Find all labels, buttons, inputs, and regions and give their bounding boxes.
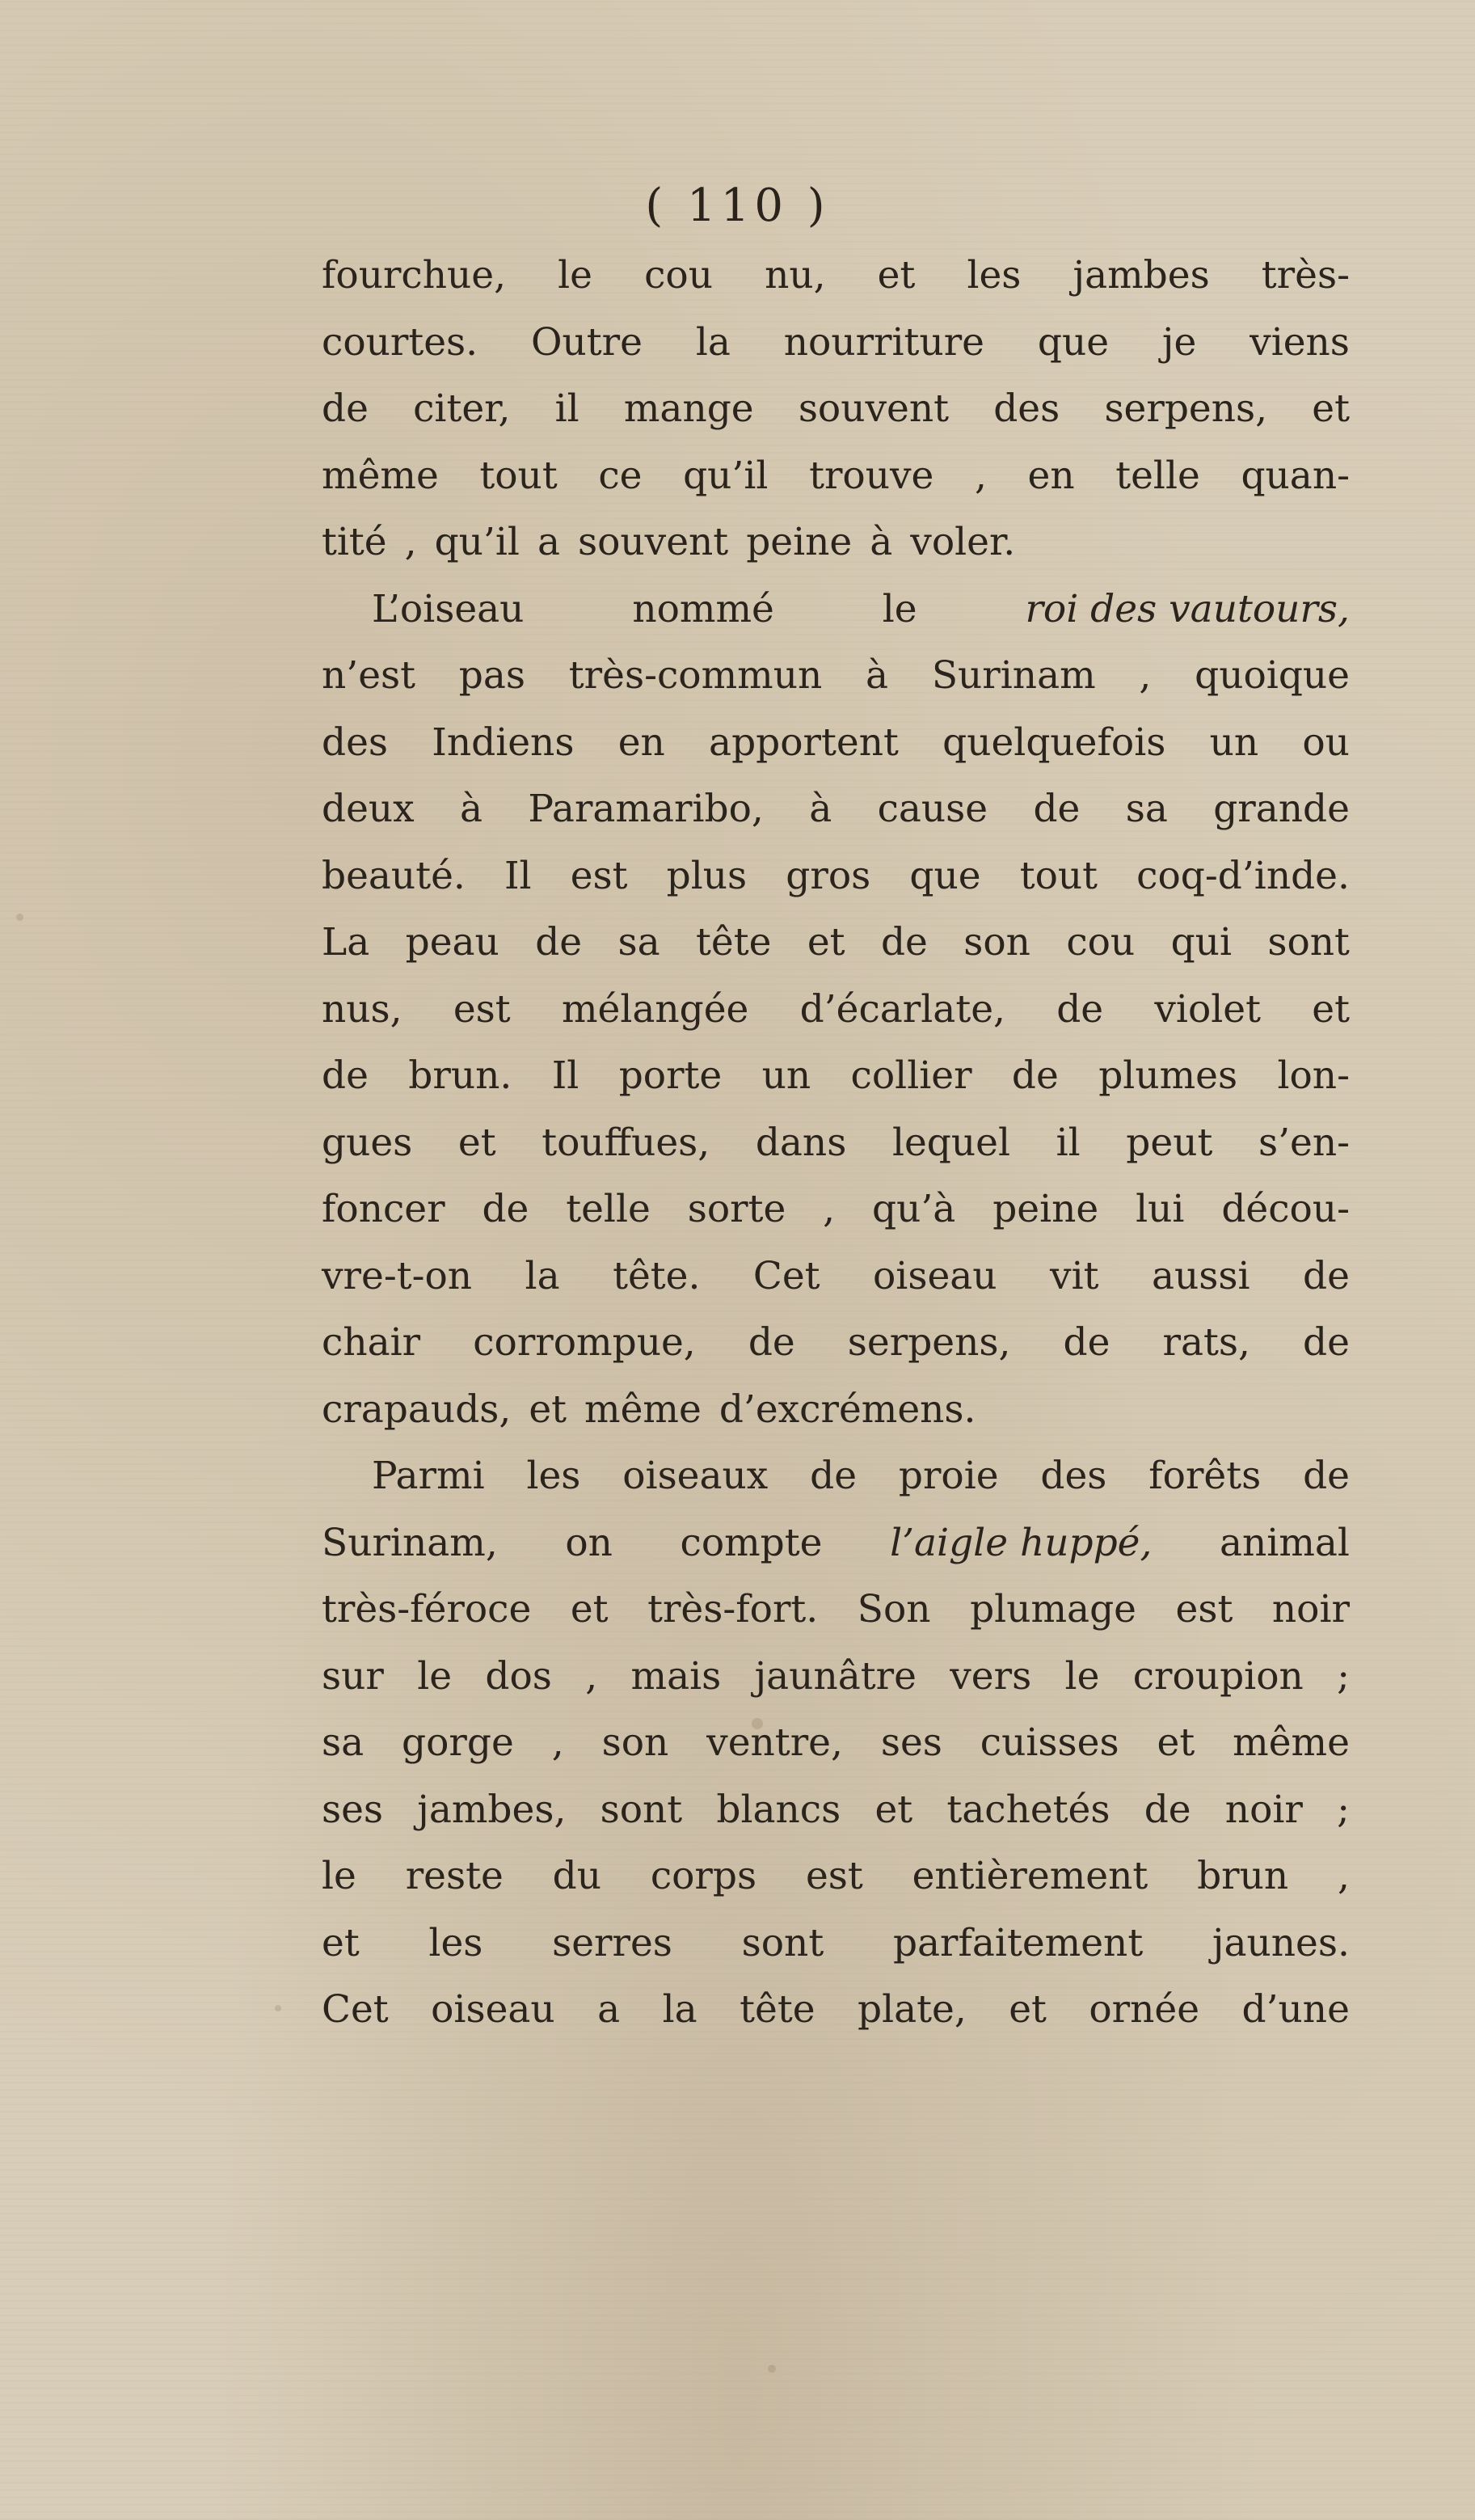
text-line [322, 1577, 1350, 1644]
word: serpens, [847, 1320, 1011, 1365]
word: le [882, 586, 917, 631]
word: à [809, 787, 832, 831]
word: oiseaux [622, 1454, 769, 1498]
word: de [1056, 986, 1104, 1032]
text-line [322, 643, 1350, 710]
word: très- [1261, 253, 1350, 298]
word: et [457, 1120, 496, 1165]
word: très-fort. [647, 1587, 819, 1631]
word: Surinam, [322, 1520, 498, 1565]
word: Cet [752, 1253, 820, 1298]
word: et [570, 1587, 609, 1631]
word: de [1011, 1053, 1059, 1098]
word: de [880, 920, 928, 965]
word: même [322, 453, 439, 498]
word: est [453, 986, 511, 1032]
word: cou [644, 253, 713, 298]
text-line [322, 1710, 1350, 1777]
text-line [322, 1377, 1350, 1444]
word: s’en- [1258, 1120, 1350, 1165]
word: de [1063, 1320, 1110, 1365]
word: fourchue, [322, 253, 507, 298]
word: oiseau [431, 1987, 555, 2032]
word: entièrement [912, 1854, 1148, 1898]
text-line [322, 1644, 1350, 1711]
word: cause [877, 787, 988, 831]
ink-spot [275, 2005, 281, 2011]
text-line [322, 1043, 1350, 1110]
word: son [601, 1720, 669, 1765]
word: de [810, 1454, 858, 1498]
word: mange [623, 386, 754, 431]
word: , [1337, 1854, 1350, 1898]
word: sont [600, 1787, 683, 1832]
text-line [322, 1843, 1350, 1910]
word: jaunes. [1212, 1920, 1350, 1965]
word: il [554, 386, 579, 431]
word: tête. [613, 1253, 701, 1298]
word: cuisses [980, 1720, 1119, 1765]
text-line [322, 1777, 1350, 1844]
word: grande [1213, 787, 1350, 831]
word: foncer [322, 1187, 445, 1231]
word: qu’il [683, 453, 769, 498]
page-number: ( 110 ) [645, 179, 830, 232]
word: et [1157, 1720, 1195, 1765]
word: Surinam [931, 653, 1096, 698]
word: ; [1337, 1787, 1350, 1832]
word: quan- [1241, 453, 1350, 498]
word: on [565, 1520, 613, 1565]
word: de [1303, 1454, 1350, 1498]
word: ventre, [706, 1720, 843, 1765]
word: sorte [687, 1187, 786, 1231]
text-line [322, 1243, 1350, 1311]
text-line [322, 243, 1350, 310]
word: reste [405, 1854, 504, 1898]
word: des [322, 720, 389, 765]
word: d’une [1241, 1987, 1350, 2032]
word: ou [1302, 720, 1350, 765]
body-text [322, 243, 1350, 2044]
word: tout [1019, 853, 1098, 898]
word: de [1144, 1787, 1191, 1832]
text-line [322, 910, 1350, 977]
word: nus, [322, 986, 402, 1032]
word: gros [786, 853, 871, 898]
word: trouve [809, 453, 934, 498]
word: ses [322, 1787, 384, 1832]
word: chair [322, 1320, 421, 1365]
word: dans [755, 1120, 847, 1165]
word: , [1139, 653, 1152, 698]
word: un [761, 1053, 811, 1098]
word: lon- [1277, 1053, 1350, 1098]
text-line [322, 776, 1350, 843]
word: coq-d’inde. [1136, 853, 1350, 898]
word: lequel [891, 1120, 1010, 1165]
word: qu’à [872, 1187, 956, 1231]
word: dos [485, 1653, 552, 1699]
word: quoique [1195, 653, 1350, 698]
word: et [529, 1387, 567, 1432]
ink-spot [16, 914, 23, 921]
word: vit [1050, 1253, 1099, 1298]
text-line [322, 710, 1350, 777]
text-line [322, 1443, 1350, 1510]
word: des [993, 386, 1060, 431]
word: de [482, 1187, 529, 1231]
word: et [874, 1787, 913, 1832]
word: L’oiseau [372, 586, 525, 631]
word: les [526, 1454, 581, 1498]
word: , [974, 453, 987, 498]
word: touffues, [542, 1120, 710, 1165]
word: de [1303, 1253, 1350, 1298]
word: les [967, 253, 1022, 298]
word: des [1040, 1454, 1107, 1498]
word: ce [598, 453, 643, 498]
text-line [322, 1510, 1350, 1577]
word: porte [618, 1053, 723, 1098]
word: lui [1136, 1187, 1185, 1231]
text-line [322, 1176, 1350, 1243]
word: n’est [322, 653, 416, 698]
word: tête [740, 1987, 815, 2032]
word: collier [850, 1053, 972, 1098]
word: du [552, 1854, 601, 1898]
word: Cet [322, 1987, 389, 2032]
word: souvent [577, 520, 729, 564]
word: à [460, 787, 483, 831]
word: noir [1224, 1787, 1303, 1832]
word: plate, [858, 1987, 967, 2032]
word: très-féroce [322, 1587, 532, 1631]
word: jambes [1073, 253, 1210, 298]
word: aussi [1152, 1253, 1250, 1298]
text-line [322, 843, 1350, 910]
word: de [535, 920, 583, 965]
word: Il [551, 1053, 579, 1098]
text-line [322, 310, 1350, 377]
text-line [322, 977, 1350, 1044]
word: à [866, 653, 889, 698]
word: nourriture [783, 319, 984, 365]
word: plumage [970, 1587, 1136, 1631]
word: et [877, 253, 916, 298]
word: gorge [402, 1720, 514, 1765]
word: plumes [1098, 1053, 1238, 1098]
word: , [823, 1187, 836, 1231]
word: roi des vautours, [1025, 586, 1350, 631]
word: , [585, 1653, 598, 1699]
word: sur [322, 1653, 384, 1699]
word: ses [880, 1720, 942, 1765]
word: le [558, 253, 592, 298]
word: très-commun [568, 653, 823, 698]
word: sont [741, 1920, 824, 1965]
word: les [428, 1920, 483, 1965]
word: , [404, 520, 417, 564]
word: oiseau [873, 1253, 997, 1298]
word: le [417, 1653, 453, 1699]
word: de [1303, 1320, 1350, 1365]
word: souvent [798, 386, 950, 431]
word: est [570, 853, 628, 898]
word: citer, [413, 386, 511, 431]
word: tité [322, 520, 387, 564]
word: je [1161, 319, 1197, 365]
word: et [807, 920, 845, 965]
word: a [537, 520, 560, 564]
word: même [1233, 1720, 1350, 1765]
word: La [322, 920, 370, 965]
text-line [322, 1310, 1350, 1377]
word: corrompue, [473, 1320, 696, 1365]
word: la [662, 1987, 697, 2032]
word: vre-t-on [322, 1253, 473, 1298]
word: Il [504, 853, 532, 898]
word: viens [1250, 319, 1350, 365]
word: l’aigle huppé, [890, 1520, 1153, 1565]
word: le [322, 1854, 356, 1898]
word: tête [696, 920, 772, 965]
text-line [322, 509, 1350, 576]
text-line [322, 1977, 1350, 2044]
word: à [870, 520, 893, 564]
word: brun [1197, 1854, 1289, 1898]
word: croupion [1132, 1653, 1304, 1699]
word: courtes. [322, 319, 478, 365]
word: voler. [910, 520, 1016, 564]
text-line [322, 1910, 1350, 1978]
word: tout [479, 453, 558, 498]
word: peut [1126, 1120, 1213, 1165]
word: Outre [530, 319, 643, 365]
text-line [322, 576, 1350, 644]
word: décou- [1221, 1187, 1350, 1231]
word: que [909, 853, 981, 898]
word: de [748, 1320, 795, 1365]
word: apportent [709, 720, 899, 765]
word: Indiens [432, 720, 575, 765]
word: blancs [716, 1787, 841, 1832]
word: noir [1271, 1587, 1350, 1631]
word: telle [566, 1187, 651, 1231]
word: et [1312, 386, 1350, 431]
word: peine [746, 520, 853, 564]
word: brun. [408, 1053, 512, 1098]
word: en [1027, 453, 1075, 498]
word: d’excrémens. [719, 1387, 976, 1432]
word: parfaitement [892, 1920, 1144, 1965]
text-line [322, 443, 1350, 510]
word: crapauds, [322, 1387, 512, 1432]
word: forêts [1148, 1454, 1262, 1498]
word: , [551, 1720, 564, 1765]
word: Son [857, 1587, 931, 1631]
word: que [1037, 319, 1110, 365]
word: animal [1220, 1520, 1350, 1565]
word: vers [950, 1653, 1032, 1699]
word: nu, [765, 253, 826, 298]
word: sa [617, 920, 660, 965]
word: plus [666, 853, 748, 898]
word: et [322, 1920, 360, 1965]
word: beauté. [322, 853, 466, 898]
word: le [1064, 1653, 1100, 1699]
word: jambes, [417, 1787, 567, 1832]
word: Paramaribo, [528, 787, 764, 831]
word: sont [1267, 920, 1350, 965]
word: cou [1066, 920, 1136, 965]
word: sa [322, 1720, 365, 1765]
word: même [584, 1387, 702, 1432]
word: la [525, 1253, 560, 1298]
word: en [617, 720, 665, 765]
word: serres [552, 1920, 672, 1965]
text-line [322, 1110, 1350, 1177]
word: compte [680, 1520, 823, 1565]
word: deux [322, 787, 415, 831]
word: la [695, 319, 731, 365]
word: de [322, 386, 369, 431]
word: de [1033, 787, 1081, 831]
word: mélangée [561, 986, 749, 1032]
word: violet [1154, 986, 1261, 1032]
word: sa [1125, 787, 1168, 831]
word: rats, [1162, 1320, 1250, 1365]
word: un [1209, 720, 1259, 765]
word: tachetés [946, 1787, 1110, 1832]
text-line [322, 376, 1350, 443]
word: corps [650, 1854, 757, 1898]
word: nommé [632, 586, 774, 631]
word: son [963, 920, 1030, 965]
word: gues [322, 1120, 413, 1165]
word: ornée [1089, 1987, 1200, 2032]
word: et [1009, 1987, 1047, 2032]
word: est [805, 1854, 863, 1898]
word: a [597, 1987, 621, 2032]
word: pas [458, 653, 526, 698]
word: qu’il [434, 520, 520, 564]
word: est [1175, 1587, 1233, 1631]
word: peine [992, 1187, 1099, 1231]
word: jaunâtre [754, 1653, 917, 1699]
word: mais [630, 1653, 722, 1699]
word: peau [405, 920, 499, 965]
word: et [1312, 986, 1350, 1032]
word: de [322, 1053, 369, 1098]
word: qui [1170, 920, 1232, 965]
word: d’écarlate, [799, 986, 1005, 1032]
word: telle [1115, 453, 1200, 498]
word: Parmi [372, 1454, 485, 1498]
ink-spot [768, 2365, 776, 2373]
word: serpens, [1104, 386, 1268, 431]
word: il [1056, 1120, 1081, 1165]
word: ; [1337, 1653, 1350, 1699]
word: quelquefois [942, 720, 1166, 765]
word: proie [898, 1454, 999, 1498]
